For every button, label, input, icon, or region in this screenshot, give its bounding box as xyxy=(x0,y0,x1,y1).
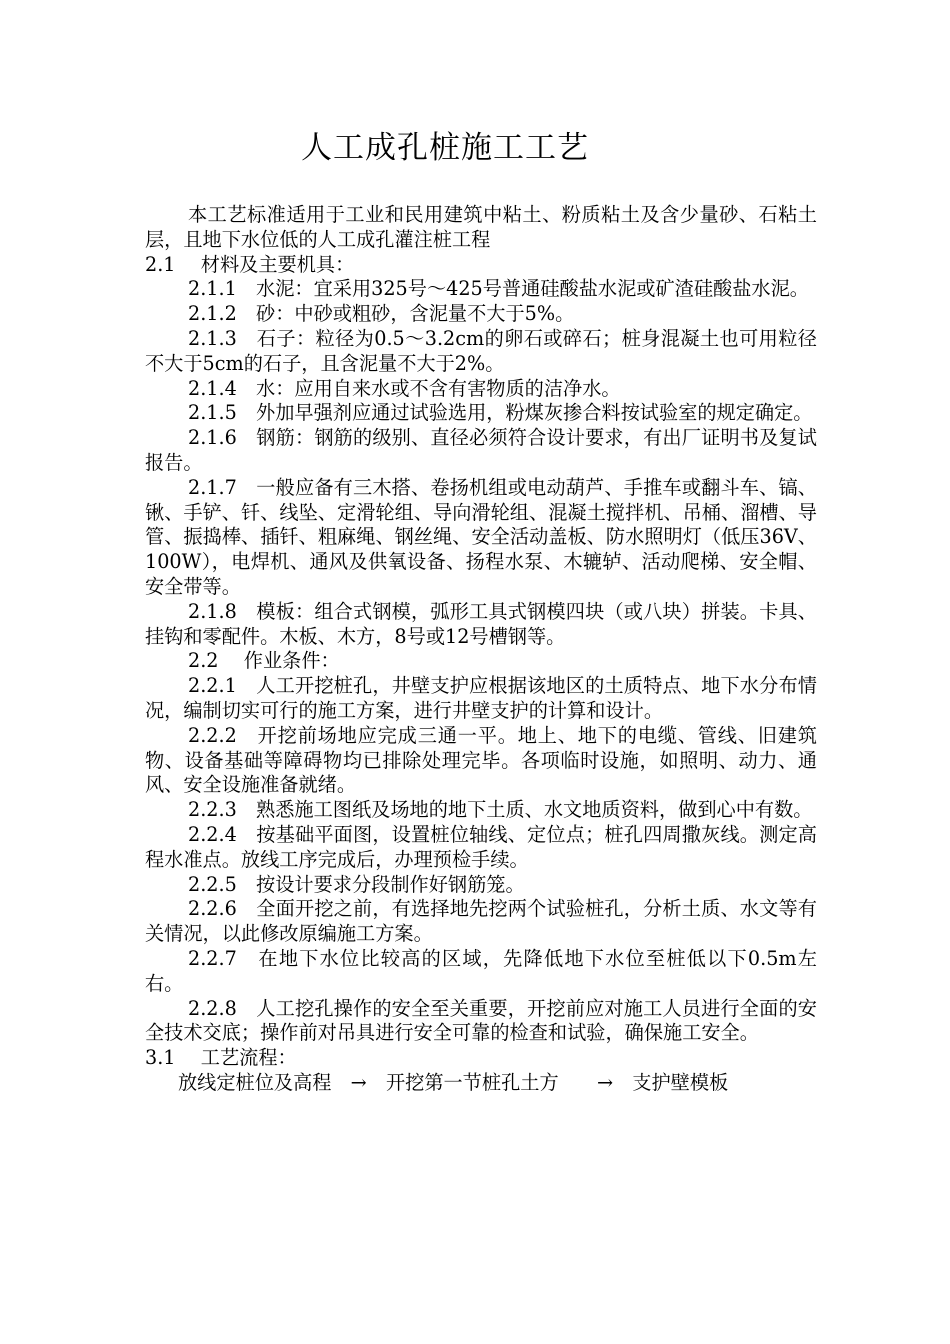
paragraph-2-1-2: 2.1.2 砂：中砂或粗砂，含泥量不大于5%。 xyxy=(188,302,575,326)
section-heading-2-1: 2.1 材料及主要机具： xyxy=(145,252,355,276)
paragraph-2-1-7: 2.1.7 一般应备有三木搭、卷扬机组或电动葫芦、手推车或翻斗车、镐、锹、手铲、钎、线坠、定滑轮组、导向滑轮组、混凝土搅拌机、吊桶、溜槽、导管、振捣棒、插钎、粗麻绳、钢丝绳、安全活动盖板、防水照明灯（低压36V、100W），电焊机、通风及供氧设备、扬程水泵、木辘轳、活动爬梯、安全帽、安全带等。 xyxy=(145,475,817,598)
section-heading-2-2: 2.2 作业条件： xyxy=(188,649,340,673)
paragraph-2-1-8: 2.1.8 模板：组合式钢模，弧形工具式钢模四块（或八块）拼装。卡具、挂钩和零配件。木板、木方，8号或12号槽钢等。 xyxy=(145,599,817,648)
process-flow-line: 放线定桩位及高程 → 开挖第一节桩孔土方 → 支护壁模板 xyxy=(178,1070,729,1094)
paragraph-2-2-4: 2.2.4 按基础平面图，设置桩位轴线、定位点；桩孔四周撒灰线。测定高程水准点。放线工序完成后，办理预检手续。 xyxy=(145,822,817,871)
paragraph-2-1-4: 2.1.4 水：应用自来水或不含有害物质的洁净水。 xyxy=(188,376,621,400)
paragraph-2-2-8: 2.2.8 人工挖孔操作的安全至关重要，开挖前应对施工人员进行全面的安全技术交底；操作前对吊具进行安全可靠的检查和试验，确保施工安全。 xyxy=(145,996,817,1045)
paragraph-2-2-3: 2.2.3 熟悉施工图纸及场地的地下土质、水文地质资料，做到心中有数。 xyxy=(188,798,813,822)
paragraph-2-2-7: 2.2.7 在地下水位比较高的区域，先降低地下水位至桩低以下0.5m左右。 xyxy=(145,946,817,995)
intro-paragraph: 本工艺标准适用于工业和民用建筑中粘土、粉质粘土及含少量砂、石粘土层，且地下水位低的人工成孔灌注桩工程 xyxy=(145,203,817,251)
paragraph-2-1-3: 2.1.3 石子：粒径为0.5～3.2cm的卵石或碎石；桩身混凝土也可用粒径不大于5cm的石子，且含泥量不大于2%。 xyxy=(145,326,817,375)
paragraph-2-1-6: 2.1.6 钢筋：钢筋的级别、直径必须符合设计要求，有出厂证明书及复试报告。 xyxy=(145,426,817,474)
paragraph-2-2-6: 2.2.6 全面开挖之前，有选择地先挖两个试验桩孔，分析土质、水文等有关情况，以此修改原编施工方案。 xyxy=(145,897,817,946)
paragraph-2-2-1: 2.2.1 人工开挖桩孔，井壁支护应根据该地区的土质特点、地下水分布情况，编制切实可行的施工方案，进行井壁支护的计算和设计。 xyxy=(145,674,817,722)
paragraph-2-1-1: 2.1.1 水泥：宜采用325号～425号普通硅酸盐水泥或矿渣硅酸盐水泥。 xyxy=(188,277,809,301)
paragraph-2-2-2: 2.2.2 开挖前场地应完成三通一平。地上、地下的电缆、管线、旧建筑物、设备基础等障碍物均已排除处理完毕。各项临时设施，如照明、动力、通风、安全设施准备就绪。 xyxy=(145,723,817,797)
section-heading-3-1: 3.1 工艺流程： xyxy=(145,1046,297,1070)
page-title: 人工成孔桩施工工艺 xyxy=(301,130,589,166)
paragraph-2-1-5: 2.1.5 外加早强剂应通过试验选用，粉煤灰掺合料按试验室的规定确定。 xyxy=(188,401,813,425)
document-body xyxy=(145,203,817,1096)
paragraph-2-2-5: 2.2.5 按设计要求分段制作好钢筋笼。 xyxy=(188,872,525,896)
